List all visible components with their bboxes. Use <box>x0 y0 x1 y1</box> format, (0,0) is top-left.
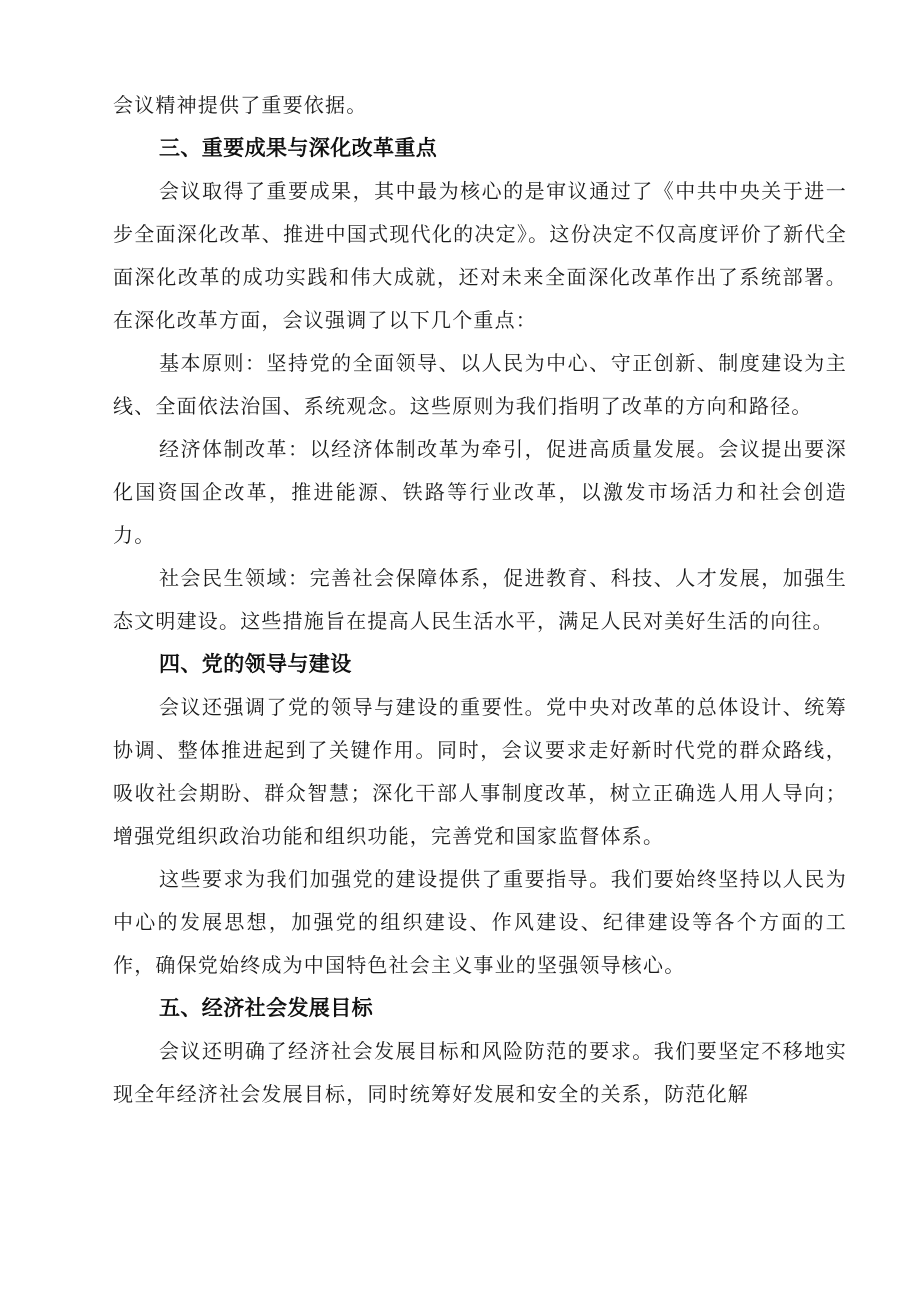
paragraph-development-goals: 会议还明确了经济社会发展目标和风险防范的要求。我们要坚定不移地实现全年经济社会发展目标，同时统筹好发展和安全的关系，防范化解 <box>113 1039 847 1106</box>
paragraph-party-leadership: 会议还强调了党的领导与建设的重要性。党中央对改革的总体设计、统筹协调、整体推进起到了关键作用。同时，会议要求走好新时代党的群众路线，吸收社会期盼、群众智慧；深化干部人事制度改革，树立正确选人用人导向；增强党组织政治功能和组织功能，完善党和国家监督体系。 <box>113 695 847 848</box>
section-heading-5: 五、经济社会发展目标 <box>159 996 373 1020</box>
document-body <box>113 84 847 1116</box>
section-heading-3: 三、重要成果与深化改革重点 <box>159 136 438 160</box>
paragraph-results: 会议取得了重要成果，其中最为核心的是审议通过了《中共中央关于进一步全面深化改革、推进中国式现代化的决定》。这份决定不仅高度评价了新代全面深化改革的成功实践和伟大成就，还对未来全面深化改革作出了系统部署。在深化改革方面，会议强调了以下几个重点： <box>113 179 847 332</box>
section-heading-4: 四、党的领导与建设 <box>159 652 352 676</box>
paragraph-basic-principles: 基本原则：坚持党的全面领导、以人民为中心、守正创新、制度建设为主线、全面依法治国、系统观念。这些原则为我们指明了改革的方向和路径。 <box>113 351 847 418</box>
paragraph-economic-reform: 经济体制改革：以经济体制改革为牵引，促进高质量发展。会议提出要深化国资国企改革，推进能源、铁路等行业改革，以激发市场活力和社会创造力。 <box>113 437 847 547</box>
paragraph-party-building: 这些要求为我们加强党的建设提供了重要指导。我们要始终坚持以人民为中心的发展思想，加强党的组织建设、作风建设、纪律建设等各个方面的工作，确保党始终成为中国特色社会主义事业的坚强领导核心。 <box>113 867 847 977</box>
paragraph-continuation: 会议精神提供了重要依据。 <box>113 93 368 117</box>
paragraph-social-livelihood: 社会民生领域：完善社会保障体系，促进教育、科技、人才发展，加强生态文明建设。这些措施旨在提高人民生活水平，满足人民对美好生活的向往。 <box>113 566 847 633</box>
